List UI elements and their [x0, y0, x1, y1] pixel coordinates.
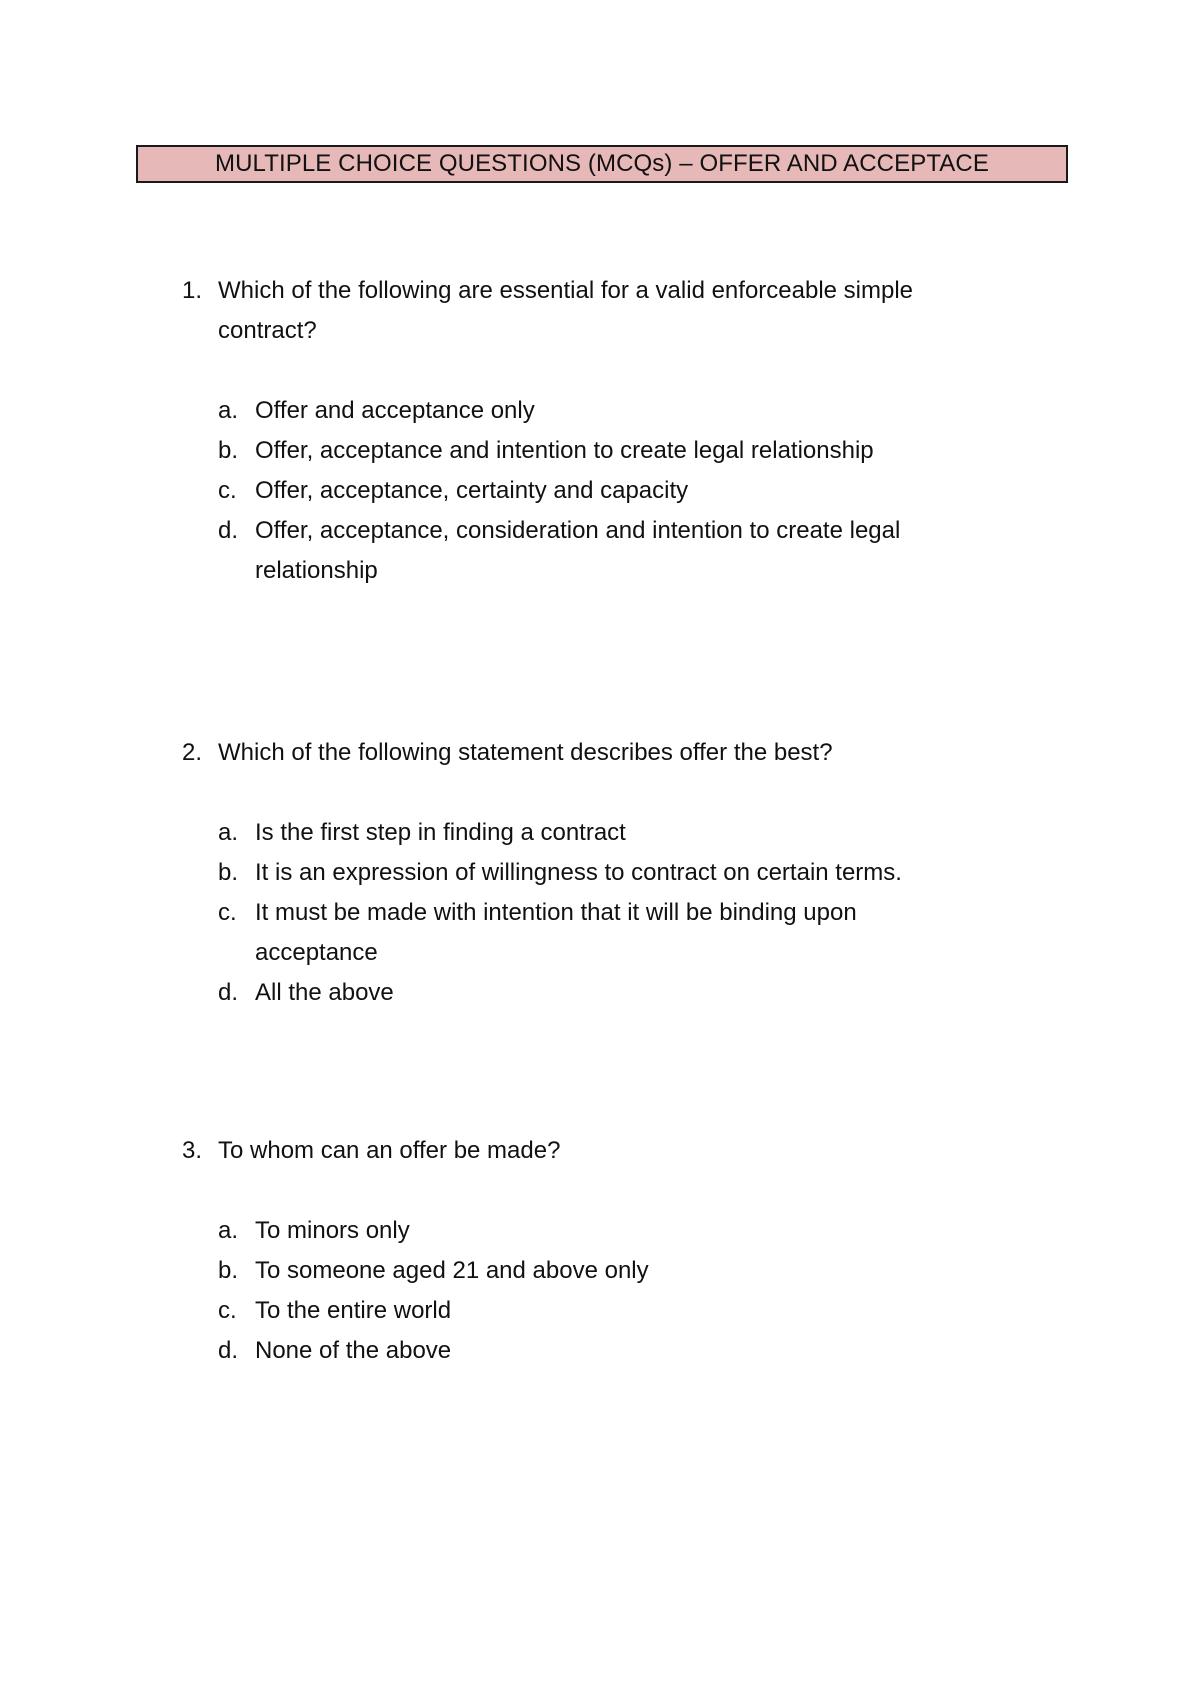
option-b	[0, 1251, 975, 1291]
option-c	[0, 893, 975, 973]
question-number: 3.	[182, 1137, 203, 1164]
question-text: Which of the following are essential for a valid enforceable simple contract?	[218, 277, 914, 344]
option-letter: d.	[218, 517, 239, 544]
option-text: Offer, acceptance, certainty and capacity	[255, 477, 689, 504]
option-letter: d.	[218, 1337, 239, 1364]
question-number: 2.	[182, 739, 203, 766]
option-text: Is the first step in finding a contract	[255, 819, 626, 846]
question-2-stem	[0, 733, 978, 773]
question-number: 1.	[182, 277, 203, 304]
option-a	[0, 1211, 975, 1251]
option-text: To someone aged 21 and above only	[255, 1257, 649, 1284]
option-letter: b.	[218, 1257, 239, 1284]
option-letter: a.	[218, 819, 239, 846]
option-letter: b.	[218, 859, 239, 886]
option-b	[0, 431, 975, 471]
option-letter: a.	[218, 1217, 239, 1244]
question-3-options	[0, 1211, 1200, 1371]
question-text: Which of the following statement describes offer the best?	[218, 739, 833, 766]
question-1-options	[0, 391, 1200, 591]
option-letter: c.	[218, 477, 237, 504]
question-2	[0, 733, 1200, 1013]
question-2-options	[0, 813, 1200, 1013]
option-c	[0, 1291, 975, 1331]
question-1-stem	[0, 271, 978, 351]
option-text: None of the above	[255, 1337, 452, 1364]
option-text: To minors only	[255, 1217, 410, 1244]
option-letter: a.	[218, 397, 239, 424]
document-title: MULTIPLE CHOICE QUESTIONS (MCQs) – OFFER AND ACCEPTACE	[136, 145, 1068, 183]
option-letter: c.	[218, 899, 237, 926]
option-b	[0, 853, 975, 893]
option-letter: c.	[218, 1297, 237, 1324]
question-text: To whom can an offer be made?	[218, 1137, 561, 1164]
option-text: All the above	[255, 979, 394, 1006]
option-text: Offer and acceptance only	[255, 397, 535, 424]
option-text: It must be made with intention that it will be binding upon acceptance	[255, 899, 857, 966]
option-d	[0, 1331, 975, 1371]
option-c	[0, 471, 975, 511]
option-a	[0, 391, 975, 431]
question-3	[0, 1131, 1200, 1371]
question-1	[0, 271, 1200, 591]
question-3-stem	[0, 1131, 978, 1171]
option-text: It is an expression of willingness to contract on certain terms.	[255, 859, 902, 886]
option-letter: b.	[218, 437, 239, 464]
option-a	[0, 813, 975, 853]
option-text: Offer, acceptance, consideration and intention to create legal relationship	[255, 517, 901, 584]
option-letter: d.	[218, 979, 239, 1006]
option-text: Offer, acceptance and intention to create legal relationship	[255, 437, 874, 464]
option-text: To the entire world	[255, 1297, 452, 1324]
option-d	[0, 511, 975, 591]
option-d	[0, 973, 975, 1013]
